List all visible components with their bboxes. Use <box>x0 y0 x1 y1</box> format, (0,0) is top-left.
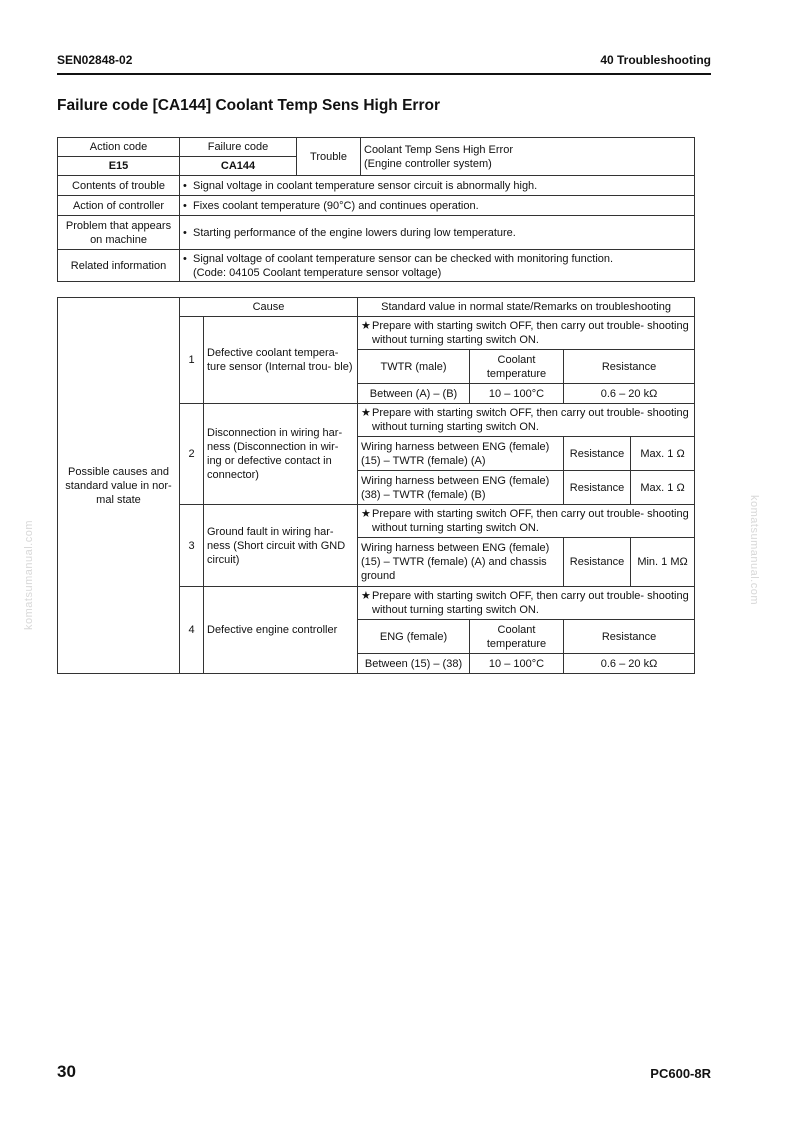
temperature-range: 10 – 100°C <box>470 654 564 674</box>
standard-value-header: Standard value in normal state/Remarks on troubleshooting <box>358 298 695 317</box>
failure-code-value: CA144 <box>180 157 297 176</box>
prepare-text: Prepare with starting switch OFF, then carry out trouble- shooting without turning starting switch ON. <box>372 320 689 346</box>
action-code-value: E15 <box>58 157 180 176</box>
measure-points: Between (A) – (B) <box>358 384 470 404</box>
resistance-header: Resistance <box>564 620 695 654</box>
trouble-system: (Engine controller system) <box>364 157 492 170</box>
connector-header: TWTR (male) <box>358 350 470 384</box>
resistance-label: Resistance <box>564 471 631 505</box>
problem-label: Problem that appears on machine <box>58 216 180 250</box>
cause-number: 3 <box>180 505 204 587</box>
page-number: 30 <box>57 1062 76 1081</box>
prepare-note <box>358 404 695 437</box>
watermark-left: komatsumanual.com <box>23 520 35 630</box>
resistance-value: Min. 1 MΩ <box>631 538 695 587</box>
connector-header: ENG (female) <box>358 620 470 654</box>
star-icon: ★ <box>361 407 371 419</box>
header-rule <box>57 73 711 75</box>
cause-header: Cause <box>180 298 358 317</box>
contents-value <box>180 176 695 196</box>
star-icon: ★ <box>361 320 371 332</box>
related-label: Related information <box>58 250 180 282</box>
trouble-description <box>361 138 695 176</box>
harness-description: Wiring harness between ENG (female) (15) – TWTR (female) (A) and chassis ground <box>358 538 564 587</box>
controller-text: Fixes coolant temperature (90°C) and continues operation. <box>193 199 479 212</box>
bullet-icon: • <box>183 226 187 239</box>
possible-causes-table <box>57 297 695 674</box>
model-number: PC600-8R <box>650 1066 711 1081</box>
problem-text: Starting performance of the engine lowers during low temperature. <box>193 226 516 239</box>
bullet-icon: • <box>183 252 187 265</box>
star-icon: ★ <box>361 508 371 520</box>
failure-code-label: Failure code <box>180 138 297 157</box>
resistance-label: Resistance <box>564 437 631 471</box>
document-id: SEN02848-02 <box>57 53 133 67</box>
possible-causes-label: Possible causes and standard value in nor- mal state <box>58 298 180 674</box>
cause-description: Defective engine controller <box>204 587 358 674</box>
bullet-icon: • <box>183 179 187 192</box>
prepare-text: Prepare with starting switch OFF, then carry out trouble- shooting without turning starting switch ON. <box>372 590 689 616</box>
prepare-note <box>358 317 695 350</box>
resistance-range: 0.6 – 20 kΩ <box>564 384 695 404</box>
controller-value <box>180 196 695 216</box>
prepare-note <box>358 505 695 538</box>
page-title: Failure code [CA144] Coolant Temp Sens High Error <box>57 97 440 114</box>
contents-label: Contents of trouble <box>58 176 180 196</box>
contents-text: Signal voltage in coolant temperature sensor circuit is abnormally high. <box>193 179 538 192</box>
prepare-text: Prepare with starting switch OFF, then carry out trouble- shooting without turning starting switch ON. <box>372 508 689 534</box>
star-icon: ★ <box>361 590 371 602</box>
cause-number: 1 <box>180 317 204 404</box>
cause-description: Ground fault in wiring har- ness (Short circuit with GND circuit) <box>204 505 358 587</box>
cause-number: 4 <box>180 587 204 674</box>
resistance-label: Resistance <box>564 538 631 587</box>
failure-summary-table <box>57 137 695 282</box>
trouble-label: Trouble <box>297 138 361 176</box>
temperature-range: 10 – 100°C <box>470 384 564 404</box>
prepare-text: Prepare with starting switch OFF, then carry out trouble- shooting without turning starting switch ON. <box>372 407 689 433</box>
resistance-header: Resistance <box>564 350 695 384</box>
related-code: (Code: 04105 Coolant temperature sensor voltage) <box>193 266 442 279</box>
section-title: 40 Troubleshooting <box>600 53 711 67</box>
harness-description: Wiring harness between ENG (female) (15) – TWTR (female) (A) <box>358 437 564 471</box>
action-code-label: Action code <box>58 138 180 157</box>
resistance-range: 0.6 – 20 kΩ <box>564 654 695 674</box>
cause-number: 2 <box>180 404 204 505</box>
watermark-right: komatsumanual.com <box>748 495 760 605</box>
controller-label: Action of controller <box>58 196 180 216</box>
prepare-note <box>358 587 695 620</box>
related-value <box>180 250 695 282</box>
coolant-temperature-header: Coolant temperature <box>470 350 564 384</box>
problem-value <box>180 216 695 250</box>
related-text: Signal voltage of coolant temperature sensor can be checked with monitoring function. <box>193 252 614 265</box>
resistance-value: Max. 1 Ω <box>631 471 695 505</box>
bullet-icon: • <box>183 199 187 212</box>
resistance-value: Max. 1 Ω <box>631 437 695 471</box>
harness-description: Wiring harness between ENG (female) (38) – TWTR (female) (B) <box>358 471 564 505</box>
measure-points: Between (15) – (38) <box>358 654 470 674</box>
trouble-name: Coolant Temp Sens High Error <box>364 143 513 156</box>
coolant-temperature-header: Coolant temperature <box>470 620 564 654</box>
cause-description: Defective coolant tempera- ture sensor (Internal trou- ble) <box>204 317 358 404</box>
cause-description: Disconnection in wiring har- ness (Disconnection in wir- ing or defective contact in connector) <box>204 404 358 505</box>
